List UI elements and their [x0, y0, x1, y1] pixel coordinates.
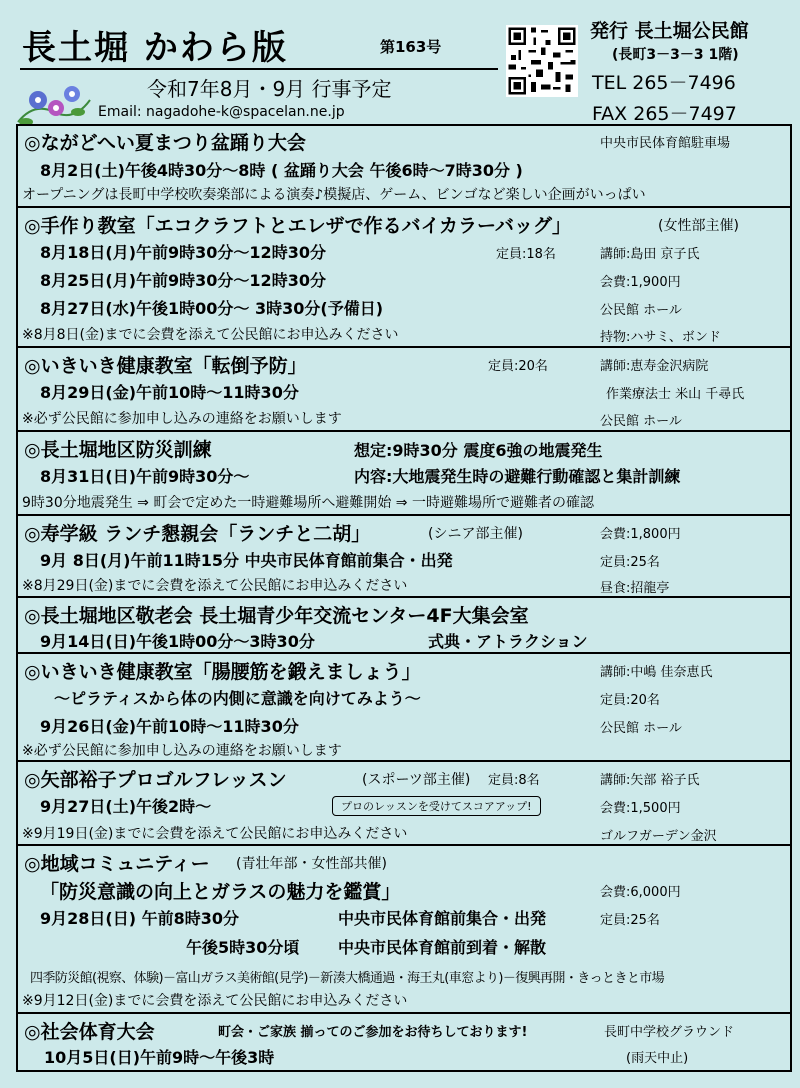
- event-note: ※8月8日(金)までに会費を添えて公民館にお申込みください: [22, 327, 399, 343]
- event-craft-class: [18, 208, 790, 348]
- event-itinerary: 四季防災館(視察、体験)－富山ガラス美術館(見学)－新湊大橋通過・海王丸(車窓より)－復興再開・きっときと市場: [30, 971, 665, 986]
- contact-email[interactable]: Email: nagadohe-k@spacelan.ne.jp: [98, 104, 345, 120]
- event-title: ◎寿学級 ランチ懇親会「ランチと二胡」: [24, 523, 371, 545]
- event-title: ◎長土堀地区防災訓練: [24, 439, 212, 461]
- event-golf-lesson: [18, 762, 790, 846]
- event-title: ◎地域コミュニティー: [24, 853, 210, 875]
- event-venue: 中央市民体育館駐車場: [600, 136, 731, 151]
- event-instructor: 講師:島田 京子氏: [600, 247, 700, 262]
- event-respect-aged: [18, 598, 790, 654]
- event-note: ※8月29日(金)までに会費を添えて公民館にお申込みください: [22, 578, 408, 594]
- event-fee: 会費:6,000円: [600, 885, 681, 900]
- event-title: ◎矢部裕子プロゴルフレッスン: [24, 769, 287, 791]
- event-organizer: (青壮年部・女性部共催): [236, 856, 387, 872]
- event-capacity: 定員:25名: [600, 555, 660, 570]
- event-capacity: 定員:8名: [488, 773, 540, 788]
- newsletter-title: 長土堀 かわら版: [22, 28, 288, 68]
- page-subtitle: 令和7年8月・9月 行事予定: [147, 77, 392, 101]
- event-note: 9時30分地震発生 ⇒ 町会で定めた一時避難場所へ避難開始 ⇒ 一時避難場所で避難者の確認: [22, 495, 594, 511]
- event-fee: 会費:1,900円: [600, 275, 681, 290]
- event-tagline-badge: プロのレッスンを受けてスコアアップ!: [332, 796, 541, 816]
- event-note: ※必ず公民館に参加申し込みの連絡をお願いします: [22, 411, 342, 427]
- event-title: ◎手作り教室「エコクラフトとエレザで作るバイカラーバッグ」: [24, 215, 572, 237]
- event-datetime: 8月18日(月)午前9時30分～12時30分: [40, 243, 326, 262]
- event-datetime: 8月31日(日)午前9時30分～: [40, 467, 250, 486]
- event-datetime: 8月29日(金)午前10時～11時30分: [40, 383, 299, 402]
- event-title: ◎社会体育大会: [24, 1021, 155, 1043]
- event-datetime: 9月26日(金)午前10時～11時30分: [40, 717, 299, 736]
- event-sports-day: [18, 1014, 790, 1070]
- event-title: ◎いきいき健康教室「腸腰筋を鍛えましょう」: [24, 661, 421, 683]
- event-venue: 公民館 ホール: [600, 414, 682, 429]
- event-note: ※9月19日(金)までに会費を添えて公民館にお申込みください: [22, 826, 408, 842]
- event-message: 町会・ご家族 揃ってのご参加をお待ちしております!: [218, 1025, 528, 1040]
- event-fee: 会費:1,500円: [600, 801, 681, 816]
- event-organizer: (スポーツ部主催): [362, 772, 471, 788]
- event-meeting-point: 中央市民体育館前集合・出発: [338, 909, 547, 928]
- event-subtitle: ～ピラティスから体の内側に意識を向けてみよう～: [54, 689, 421, 708]
- event-title: ◎ながどへい夏まつり盆踊り大会: [24, 132, 306, 154]
- event-capacity: 定員:25名: [600, 913, 660, 928]
- event-venue: 長町中学校グラウンド: [604, 1025, 735, 1040]
- event-venue: 公民館 ホール: [600, 721, 682, 736]
- event-community-trip: [18, 846, 790, 1014]
- event-return-time: 午後5時30分頃: [186, 938, 300, 957]
- event-datetime: 8月2日(土)午後4時30分～8時 ( 盆踊り大会 午後6時～7時30分 ): [40, 161, 523, 180]
- event-datetime: 9月28日(日) 午前8時30分: [40, 909, 239, 928]
- publisher: 発行 長土堀公民館: [590, 20, 749, 42]
- event-return-point: 中央市民体育館前到着・解散: [338, 938, 547, 957]
- event-capacity: 定員:20名: [600, 693, 660, 708]
- event-title: ◎いきいき健康教室「転倒予防」: [24, 355, 307, 377]
- event-organizer: (シニア部主催): [428, 526, 523, 542]
- event-program: 式典・アトラクション: [428, 632, 588, 651]
- event-datetime: 9月27日(土)午後2時～: [40, 797, 212, 816]
- event-theme: 「防災意識の向上とガラスの魅力を鑑賞」: [40, 881, 401, 903]
- event-capacity: 定員:18名: [496, 247, 556, 262]
- event-items: 持物:ハサミ、ボンド: [600, 330, 721, 345]
- event-schedule: [16, 124, 792, 1072]
- event-note: ※9月12日(金)までに会費を添えて公民館にお申込みください: [22, 993, 408, 1009]
- event-organizer: (女性部主催): [658, 218, 739, 234]
- event-disaster-drill: [18, 432, 790, 516]
- title-underline: [20, 68, 498, 70]
- event-fee: 会費:1,800円: [600, 527, 681, 542]
- event-instructor: 講師:矢部 裕子氏: [600, 773, 700, 788]
- event-datetime: 9月 8日(月)午前11時15分 中央市民体育館前集合・出発: [40, 551, 453, 570]
- publisher-address: (長町3－3－3 1階): [612, 47, 739, 63]
- event-datetime: 10月5日(日)午前9時～午後3時: [44, 1048, 275, 1067]
- phone-number[interactable]: TEL 265－7496: [592, 72, 736, 94]
- event-rain-note: (雨天中止): [626, 1051, 689, 1066]
- fax-number: FAX 265－7497: [592, 103, 737, 125]
- event-datetime: 8月25日(月)午前9時30分～12時30分: [40, 271, 326, 290]
- event-content: 内容:大地震発生時の避難行動確認と集計訓練: [354, 467, 681, 486]
- event-lunch-social: [18, 516, 790, 598]
- event-instructor-name: 作業療法士 米山 千尋氏: [606, 387, 745, 402]
- event-venue: ゴルフガーデン金沢: [600, 829, 717, 844]
- qr-code-icon[interactable]: [506, 22, 578, 100]
- event-core-muscle: [18, 654, 790, 762]
- event-datetime: 8月27日(水)午後1時00分～ 3時30分(予備日): [40, 299, 384, 318]
- event-scenario: 想定:9時30分 震度6強の地震発生: [354, 441, 603, 460]
- event-capacity: 定員:20名: [488, 359, 548, 374]
- event-title: ◎長土堀地区敬老会 長土堀青少年交流センター4F大集会室: [24, 605, 529, 627]
- event-instructor: 講師:恵寿金沢病院: [600, 359, 709, 374]
- event-lunch: 昼食:招龍亭: [600, 581, 670, 596]
- event-bon-odori: [18, 126, 790, 208]
- event-fall-prevention: [18, 348, 790, 432]
- morning-glory-illustration: [14, 82, 94, 130]
- issue-number: 第163号: [380, 38, 442, 56]
- event-note: ※必ず公民館に参加申し込みの連絡をお願いします: [22, 743, 342, 759]
- event-instructor: 講師:中嶋 佳奈恵氏: [600, 665, 713, 680]
- event-note: オープニングは長町中学校吹奏楽部による演奏♪模擬店、ゲーム、ビンゴなど楽しい企画がいっぱい: [22, 187, 646, 203]
- event-venue: 公民館 ホール: [600, 303, 682, 318]
- event-datetime: 9月14日(日)午後1時00分～3時30分: [40, 632, 315, 651]
